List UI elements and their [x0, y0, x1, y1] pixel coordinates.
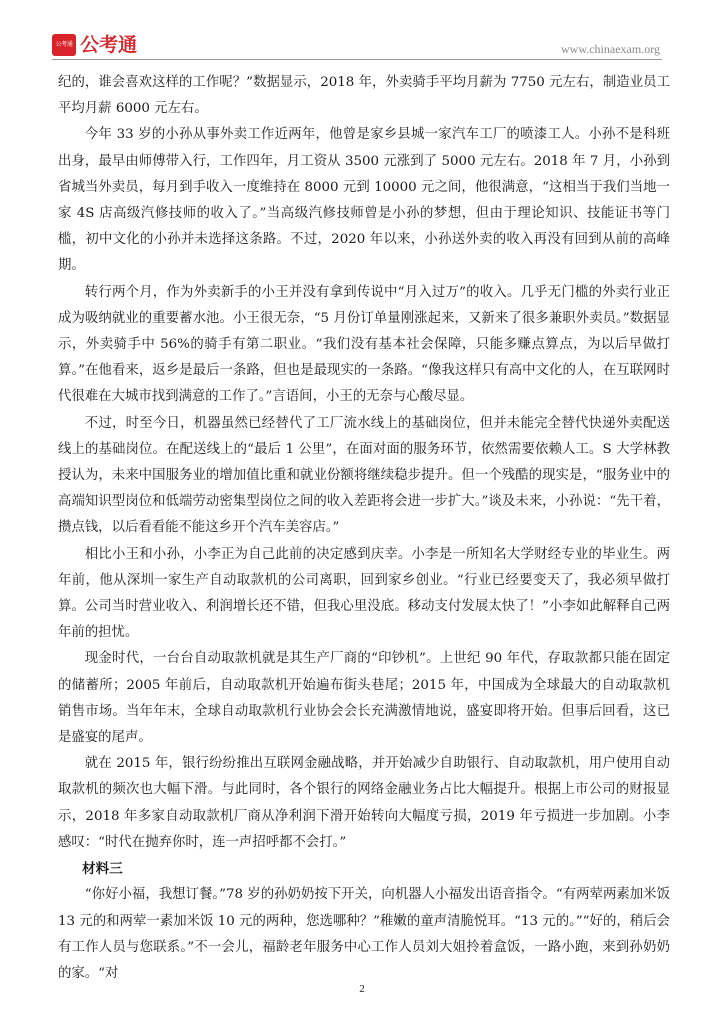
page-number: 2 [359, 983, 365, 995]
paragraph: 转行两个月，作为外卖新手的小王并没有拿到传说中“月入过万”的收入。几乎无门槛的外卖行业正成为吸纳就业的重要蓄水池。小王很无奈，“5 月份订单量刚涨起来，又新来了很多兼职外卖员。”数据显示，外卖骑手中 56%的骑手有第二职业。“我们没有基本社会保障，只能多赚点算点，为以后早做打算。”在他看来，返乡是最后一条路，但也是最现实的一条路。“像我这样只有高中文化的人，在互联网时代很难在大城市找到满意的工作了。”言语间，小王的无奈与心酸尽显。 [58, 284, 670, 405]
paragraph: 就在 2015 年，银行纷纷推出互联网金融战略，并开始减少自助银行、自动取款机，用户使用自动取款机的频次也大幅下滑。与此同时，各个银行的网络金融业务占比大幅提升。根据上市公司的财报显示，2018 年多家自动取款机厂商从净利润下滑开始转向大幅度亏损，2019 年亏损进一步加剧。小李感叹：“时代在抛弃你时，连一声招呼都不会打。” [58, 756, 670, 850]
paragraph: 现金时代，一台台自动取款机就是其生产厂商的“印钞机”。上世纪 90 年代，存取款都只能在固定的储蓄所；2005 年前后，自动取款机开始遍布街头巷尾；2015 年，中国成为全球最大的自动取款机销售市场。当年年末，全球自动取款机行业协会会长充满激情地说，盛宴即将开始。但事后回看，这已是盛宴的尾声。 [58, 651, 670, 746]
paragraph: “你好小福，我想订餐。”78 岁的孙奶奶按下开关，向机器人小福发出语音指令。“有两荤两素加米饭 13 元的和两荤一素加米饭 10 元的两种，您选哪种？”稚嫩的童声清脆悦耳。“13 元的。”“好的，稍后会有工作人员与您联系。”不一会儿，福龄老年服务中心工作人员刘大姐拎着盒饭，一路小跑，来到孙奶奶的家。“对 [58, 887, 670, 981]
paragraph: 纪的，谁会喜欢这样的工作呢？”数据显示，2018 年，外卖骑手平均月薪为 7750 元左右，制造业员工平均月薪 6000 元左右。 [58, 75, 670, 117]
section-heading: 材料三 [82, 861, 123, 878]
site-url: www.chinaexam.org [561, 42, 660, 56]
logo-badge: 公考通 [52, 34, 76, 56]
paragraph: 今年 33 岁的小孙从事外卖工作近两年，他曾是家乡县城一家汽车工厂的喷漆工人。小孙不是科班出身，最早由师傅带入行，工作四年，月工资从 3500 元涨到了 5000 元左右。2018 年 7 月，小孙到省城当外卖员，每月到手收入一度维持在 8000 元到 10000 元之间，他很满意，“这相当于我们当地一家 4S 店高级汽修技师的收入了。”当高级汽修技师曾是小孙的梦想，但由于理论知识、技能证书等门槛，初中文化的小孙并未选择这条路。不过，2020 年以来，小孙送外卖的收入再没有回到从前的高峰期。 [58, 127, 670, 274]
page-header [52, 32, 672, 62]
logo-text: 公考通 [80, 34, 138, 56]
paragraph: 不过，时至今日，机器虽然已经替代了工厂流水线上的基础岗位，但并未能完全替代快递外卖配送线上的基础岗位。在配送线上的“最后 1 公里”，在面对面的服务环节，依然需要依赖人工。S 大学林教授认为，未来中国服务业的增加值比重和就业份额将继续稳步提升。但一个残酷的现实是，“服务业中的高端知识型岗位和低端劳动密集型岗位之间的收入差距将会进一步扩大。”谈及未来，小孙说：“先干着，攒点钱，以后看看能不能这乡开个汽车美容店。” [58, 415, 670, 536]
document-body [58, 70, 670, 987]
paragraph: 相比小王和小孙，小李正为自己此前的决定感到庆幸。小李是一所知名大学财经专业的毕业生。两年前，他从深圳一家生产自动取款机的公司离职，回到家乡创业。“行业已经要变天了，我必须早做打算。公司当时营业收入、利润增长还不错，但我心里没底。移动支付发展太快了！”小李如此解释自己两年前的担忧。 [58, 546, 670, 641]
header-divider [52, 59, 662, 60]
